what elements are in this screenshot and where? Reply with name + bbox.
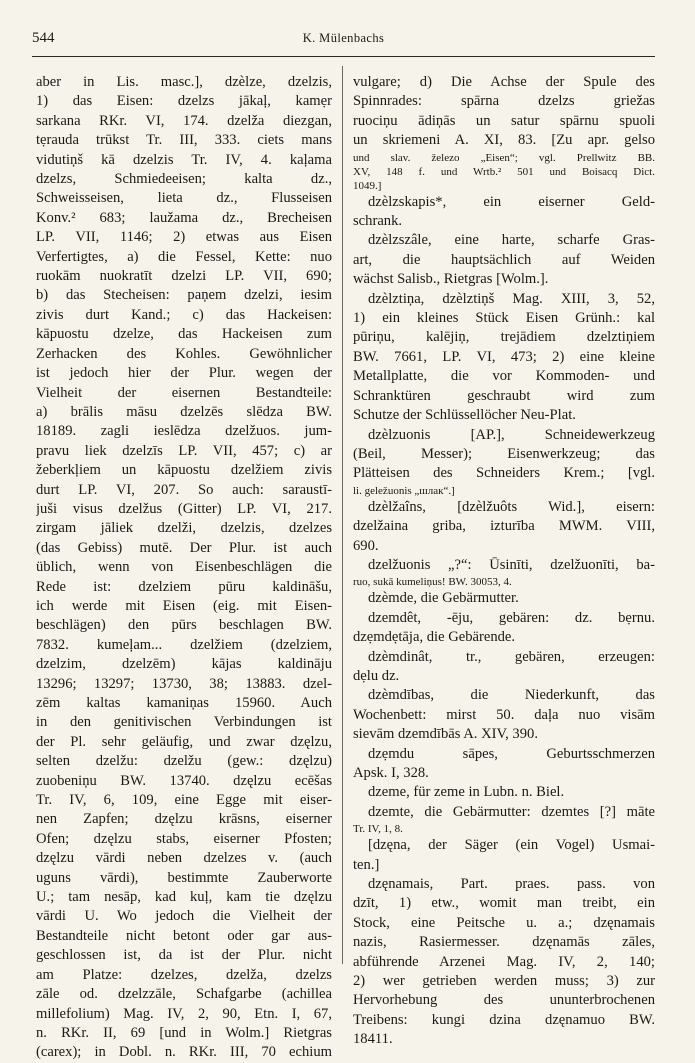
text-line: (carex); in Dobl. n. RKr. III, 70 echium <box>36 1044 332 1061</box>
text-line: XV, 148 f. und Wrtb.² 501 und Boisacq Dict. <box>353 165 655 178</box>
text-line: Ofen; dzęlzu stabs, eiserner Pfosten; <box>36 830 332 847</box>
text-line: zēm kaltas kamaniņas 15960. Auch <box>36 695 332 711</box>
text-line: und slav. železo „Eisen“; vgl. Prellwitz BB. <box>353 151 655 164</box>
text-line: Plätteisen des Schneiders Krem.; [vgl. <box>353 465 655 482</box>
text-line: pūriņu, kalējiņ, trejādiem dzelztiņiem <box>353 329 655 346</box>
text-line: dzęnamais, Part. praes. pass. von <box>368 876 655 893</box>
text-line: geschlossen ist, da ist der Plur. nicht <box>36 947 332 964</box>
text-line: dẹlu dz. <box>353 667 400 684</box>
text-line: 1) das Eisen: dzelzs jākaļ, kamẹr <box>36 93 332 110</box>
text-line: dzelžuonis „?“: Ūsinīti, dzelžuonīti, ba- <box>368 556 655 573</box>
text-line: art, die hauptsächlich auf Weiden <box>353 251 655 268</box>
text-line: 690. <box>353 537 379 554</box>
page-header <box>32 30 655 52</box>
text-line: Stock, eine Peitsche u. a.; dzęnamais <box>353 914 655 931</box>
text-line: dzèmdinât, tr., gebären, erzeugen: <box>368 648 655 665</box>
text-line: 2) wer getrieben werden muss; 3) zur <box>353 973 655 990</box>
text-line: žeberkļiem un kāpuostu dzelžiem zivis <box>36 462 332 479</box>
text-line: Verfertigtes, a) die Fessel, Kette: nuo <box>36 248 332 265</box>
right-column <box>353 73 655 1050</box>
text-line: tẹrauda trūkst Tr. III, 333. ciets mans <box>36 132 332 149</box>
text-line: beschlägen) den pūrs beschlagen BW. <box>36 617 332 634</box>
text-line: dzèmdības, die Niederkunft, das <box>368 687 655 704</box>
text-line: BW. 7661, LP. VI, 473; 2) eine kleine <box>353 348 655 365</box>
text-line: LP. VII, 1146; 2) etwas aus Eisen <box>36 229 332 246</box>
text-line: a) brālis māsu dzelzēs slēdza BW. <box>36 403 332 420</box>
text-line: Wochenbett: mirst 50. daļa nuo visām <box>353 706 655 723</box>
text-line: 7832. kumeļam... dzelžiem (dzelziem, <box>36 636 332 653</box>
text-line: der Pl. sehr geläufig, und zwar dzęlzu, <box>36 733 332 750</box>
text-line: Zerhacken des Kohles. Gewöhnlicher <box>36 345 332 362</box>
text-line: Konv.² 683; laužama dz., Brecheisen <box>36 209 332 226</box>
left-column <box>36 73 332 1063</box>
text-line: dzeme, für zeme in Lubn. n. Biel. <box>368 784 565 801</box>
text-line: schrank. <box>353 213 403 230</box>
text-line: Bestandteile nicht betont oder gar aus- <box>36 927 332 944</box>
text-line: dzẹmdẹtāja, die Gebärende. <box>353 629 516 646</box>
text-line: (Beil, Messer); Eisenwerkzeug; das <box>353 445 655 462</box>
text-line: dzèlztiņa, dzèlztiņš Mag. XIII, 3, 52, <box>368 290 655 307</box>
text-line: [dzęna, der Säger (ein Vogel) Usmai- <box>368 837 655 854</box>
text-line: in den genitivischen Verbindungen ist <box>36 714 332 731</box>
text-line: ten.] <box>353 856 380 873</box>
text-line: vārdi U. Wo jedoch die Vielheit der <box>36 908 332 925</box>
text-line: (das Gebiss) mutē. Der Plur. ist auch <box>36 539 332 556</box>
text-line: dzemdêt, -ēju, gebären: dz. bẹrnu. <box>368 609 655 626</box>
text-line: Schutze der Schlüssellöcher Neu-Plat. <box>353 407 576 424</box>
text-line: Vielheit der eisernen Bestandteile: <box>36 384 332 401</box>
text-line: ist jedoch hier der Plur. wegen der <box>36 365 332 382</box>
text-line: Apsk. I, 328. <box>353 765 429 781</box>
text-line: Hervorhebung des ununterbrochenen <box>353 992 655 1009</box>
text-line: sievām dzemdībās A. XIV, 390. <box>353 726 538 743</box>
text-line: pravu liek dzelzīs LP. VII, 457; c) ar <box>36 442 332 459</box>
text-line: kāpuostu dzelze, das Hackeisen zum <box>36 326 332 343</box>
text-line: wächst Salisb., Rietgras [Wolm.]. <box>353 271 549 288</box>
text-line: b) das Stecheisen: paņem dzelzi, iesim <box>36 287 332 304</box>
text-line: vulgare; d) Die Achse der Spule des <box>353 74 655 90</box>
text-line: am Platze: dzelzes, dzelža, dzelzs <box>36 966 332 983</box>
text-line: ich werde mit Eisen (eig. mit Eisen- <box>36 597 332 614</box>
text-line: 13296; 13297; 13730, 38; 13883. dzel- <box>36 675 332 692</box>
text-line: millefolium) Mag. IV, 2, 90, Etn. I, 67, <box>36 1005 332 1022</box>
text-line: 1049.] <box>353 179 382 192</box>
text-line: dzèmde, die Gebärmutter. <box>368 590 519 607</box>
text-line: dzẹmdu sāpes, Geburtsschmerzen <box>368 745 655 762</box>
text-line: 18189. zagli ieslēdza dzelžuos. jum- <box>36 423 332 440</box>
text-line: dzelžaina griba, izturība MWM. VIII, <box>353 518 655 535</box>
text-line: selten dzelžu: dzelžu (gew.: dzęlzu) <box>36 753 332 770</box>
text-line: U.; tam nesāp, kad kuļ, kam tie dzęlzu <box>36 889 332 906</box>
text-line: Metallplatte, die vor Kommoden- und <box>353 368 655 385</box>
text-line: aber in Lis. masc.], dzèlze, dzelzis, <box>36 74 332 90</box>
column-divider <box>342 66 343 964</box>
running-title: K. Mülenbachs <box>302 31 385 45</box>
text-line: n. RKr. II, 69 [und in Wolm.] Rietgras <box>36 1024 332 1041</box>
text-line: zirgam jāliek dzelži, dzelzis, dzelzes <box>36 520 332 537</box>
text-line: dzèlžaîns, [dzèlžuôts Wid.], eisern: <box>368 498 655 515</box>
text-line: ruo, sukā kumeliņus! BW. 30053, 4. <box>353 576 512 589</box>
text-line: Rede ist: dzelziem pūru kaldināšu, <box>36 578 332 595</box>
text-line: zuobeniņu BW. 13740. dzęlzu ecēšas <box>36 772 332 789</box>
text-line: dzęlzu vārdi neben dzelzes v. (auch <box>36 850 332 867</box>
text-line: dzèlzuonis [AP.], Schneidewerkzeug <box>368 426 655 443</box>
text-line: nen Zapfen; dzęlzu krāsns, eiserner <box>36 811 332 828</box>
text-line: durt LP. VI, 207. So auch: saraustī- <box>36 481 332 498</box>
text-line: nazis, Rasiermesser. dzęnamās zāles, <box>353 934 655 951</box>
text-line: Schranktüren geschraubt wird zum <box>353 387 655 404</box>
text-line: Spinnrades: spārna dzelzs griežas <box>353 93 655 110</box>
text-line: ruociņu ādiņās un satur spārnu spuoli <box>353 112 655 129</box>
text-line: juši visus dzelžus (Gitter) LP. VI, 217. <box>36 500 332 517</box>
text-line: dzelzim, dzelzēm) kājas kaldināju <box>36 656 332 673</box>
text-line: un skriemeni A. XI, 83. [Zu apr. gelso <box>353 132 655 149</box>
text-line: üblich, wenn von Eisenbeschlägen die <box>36 559 332 576</box>
text-line: dzīt, 1) etw., womit man treibt, ein <box>353 895 655 912</box>
text-line: dzèlzskapis*, ein eiserner Geld- <box>368 193 655 210</box>
text-line: li. geležuonis „шлак“.] <box>353 484 455 497</box>
text-line: Tr. IV, 6, 109, eine Egge mit eiser- <box>36 792 332 809</box>
text-line: dzelzs, Schmiedeeisen; kalta dz., <box>36 171 332 188</box>
text-line: uguns vārdi), bestimmte Zauberworte <box>36 869 332 886</box>
header-rule <box>32 56 655 57</box>
text-line: vidutiņš kā dzelzis Tr. IV, 4. kaļama <box>36 151 332 168</box>
text-line: sarkana RKr. VI, 174. dzelža diezgan, <box>36 112 332 129</box>
text-line: ruokām nuokratīt dzelzi LP. VII, 690; <box>36 268 332 285</box>
text-line: zāle od. dzelzzāle, Schafgarbe (achillea <box>36 986 332 1003</box>
text-line: 18411. <box>353 1031 393 1048</box>
text-line: Tr. IV, 1, 8. <box>353 823 403 836</box>
text-line: zivis durt Kand.; c) das Hackeisen: <box>36 306 332 323</box>
text-line: 1) ein kleines Stück Eisen Grünh.: kal <box>353 310 655 327</box>
text-line: abführende Arzenei Mag. IV, 2, 140; <box>353 953 655 970</box>
text-line: dzèlzszâle, eine harte, scharfe Gras- <box>368 232 655 249</box>
text-line: Treibens: kungi dzina dzęnamuo BW. <box>353 1011 655 1028</box>
page-number: 544 <box>32 30 55 46</box>
text-line: Schweisseisen, lieta dz., Flusseisen <box>36 190 332 207</box>
text-line: dzemte, die Gebärmutter: dzemtes [?] māte <box>368 803 655 820</box>
